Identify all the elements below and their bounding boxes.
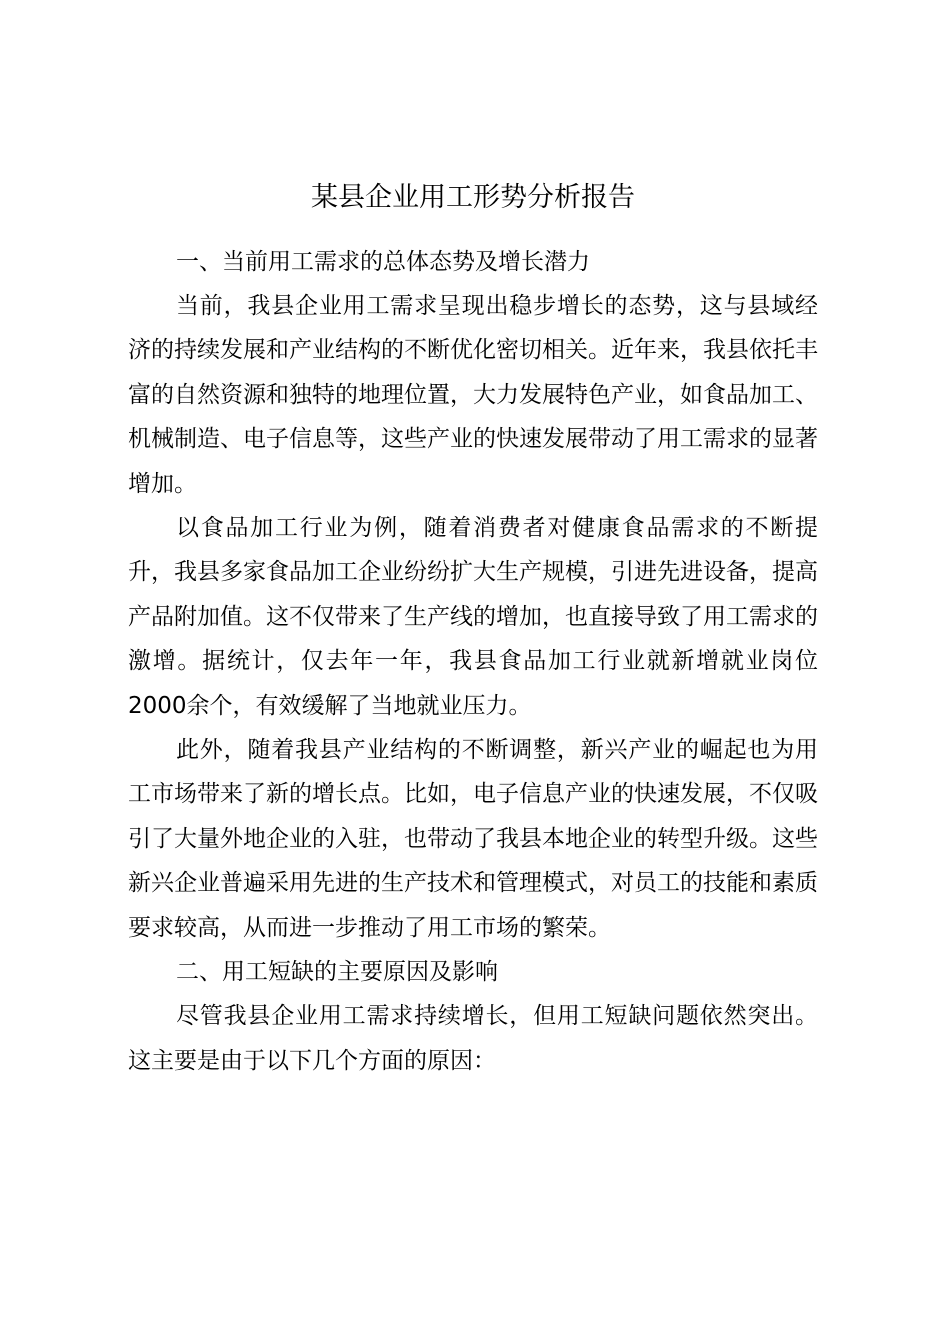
section-2-heading: 二、用工短缺的主要原因及影响 bbox=[176, 959, 498, 986]
section-1-paragraph-1: 当前，我县企业用工需求呈现出稳步增长的态势，这与县域经济的持续发展和产业结构的不断优化密切相关。近年来，我县依托丰富的自然资源和独特的地理位置，大力发展特色产业，如食品加工、机械制造、电子信息等，这些产业的快速发展带动了用工需求的显著增加。 bbox=[128, 293, 818, 497]
section-1-heading: 一、当前用工需求的总体态势及增长潜力 bbox=[176, 249, 590, 275]
section-1-paragraph-2: 以食品加工行业为例，随着消费者对健康食品需求的不断提升，我县多家食品加工企业纷纷扩大生产规模，引进先进设备，提高产品附加值。这不仅带来了生产线的增加，也直接导致了用工需求的激增。据统计，仅去年一年，我县食品加工行业就新增就业岗位2000余个，有效缓解了当地就业压力。 bbox=[128, 515, 818, 719]
document-title: 某县企业用工形势分析报告 bbox=[311, 182, 635, 213]
section-2-paragraph-1: 尽管我县企业用工需求持续增长，但用工短缺问题依然突出。这主要是由于以下几个方面的原因： bbox=[128, 1003, 818, 1074]
section-1-paragraph-3: 此外，随着我县产业结构的不断调整，新兴产业的崛起也为用工市场带来了新的增长点。比如，电子信息产业的快速发展，不仅吸引了大量外地企业的入驻，也带动了我县本地企业的转型升级。这些新兴企业普遍采用先进的生产技术和管理模式，对员工的技能和素质要求较高，从而进一步推动了用工市场的繁荣。 bbox=[128, 737, 818, 941]
document-body bbox=[128, 176, 818, 1083]
